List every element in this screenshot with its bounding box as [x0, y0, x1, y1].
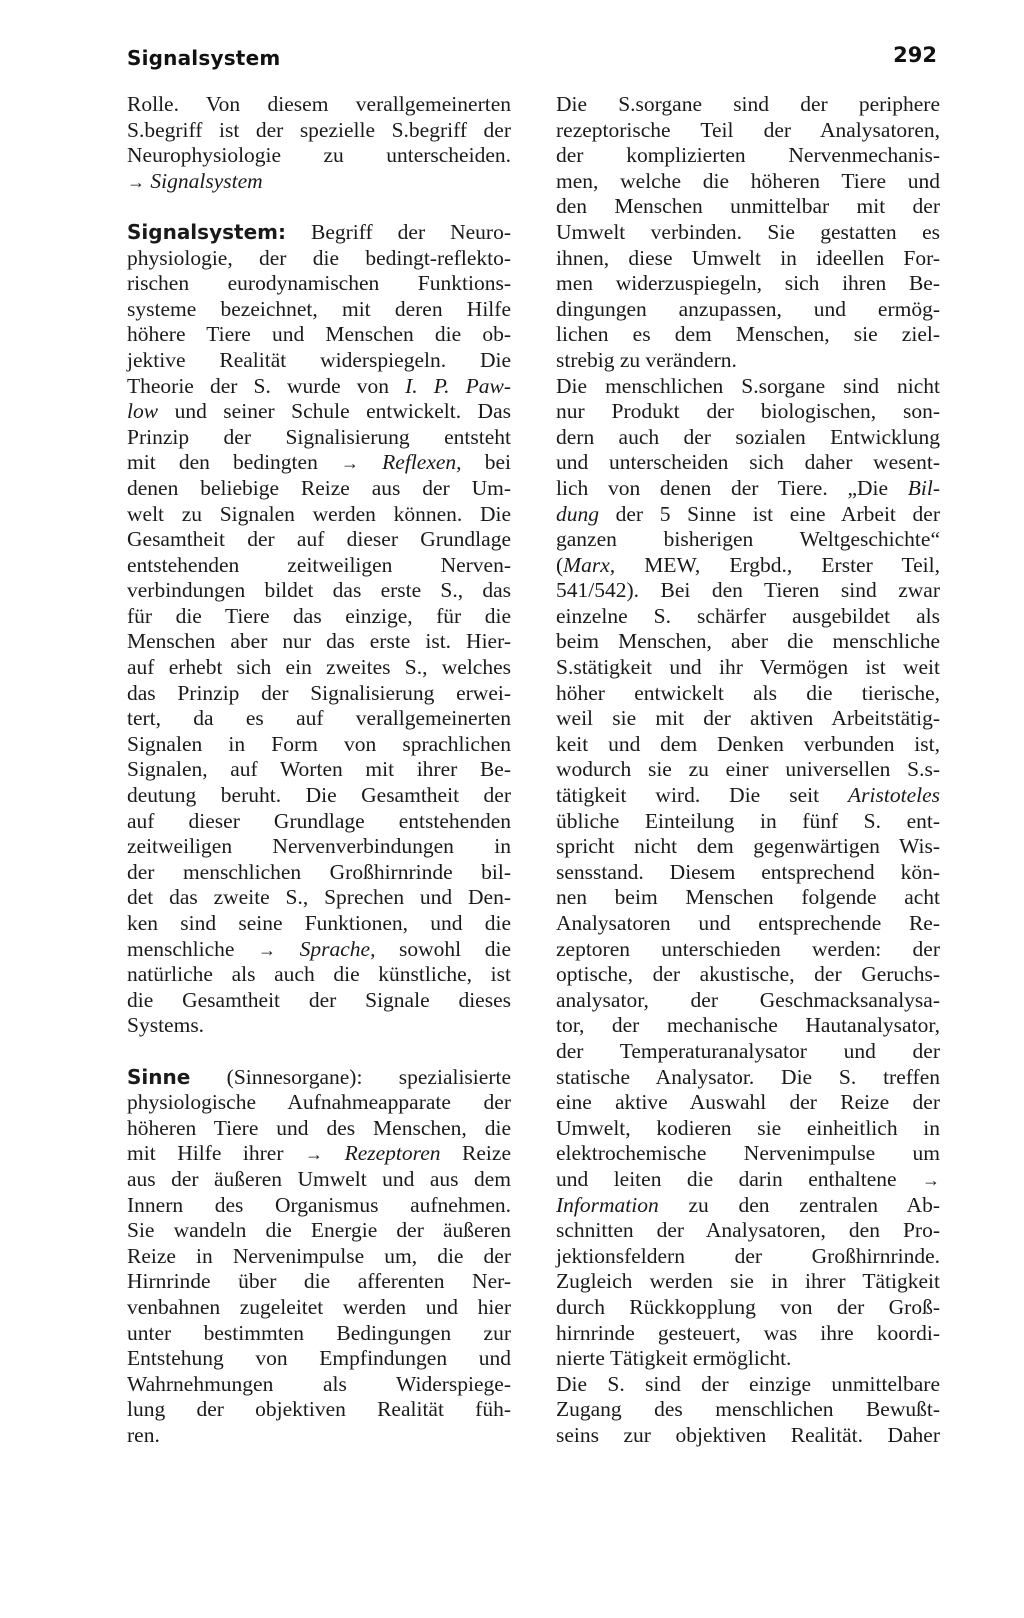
text-line: statische Analysator. Die S. treffen — [556, 1064, 940, 1089]
text-line: das Prinzip der Signalisierung erwei- — [127, 680, 511, 705]
text-line: Information zu den zentralen Ab- — [556, 1192, 940, 1217]
text-line: schnitten der Analysatoren, den Pro- — [556, 1218, 940, 1243]
text-line: ihnen, diese Umwelt in ideellen For- — [556, 245, 940, 270]
text-line: Prinzip der Signalisierung entsteht — [127, 424, 511, 449]
text-line: Umwelt verbinden. Sie gestatten es — [556, 219, 940, 244]
running-head: Signalsystem — [127, 46, 281, 70]
crossref-arrow: → — [922, 1169, 940, 1190]
text-line: lichen es dem Menschen, sie ziel- — [556, 322, 940, 347]
text-line: ren. — [127, 1422, 160, 1447]
page-number: 292 — [893, 43, 937, 67]
text-line: Theorie der S. wurde von I. P. Paw- — [127, 373, 512, 398]
text-line: rischen eurodynamischen Funktions- — [127, 271, 511, 296]
text-line: tert, da es auf verallgemeinerten — [127, 706, 511, 731]
text-line: die Gesamtheit der Signale dieses — [127, 987, 511, 1012]
text-line: Sie wandeln die Energie der äußeren — [127, 1218, 511, 1243]
text-line: rezeptorische Teil der Analysatoren, — [556, 117, 940, 142]
text-line: Die S.sorgane sind der periphere — [556, 92, 940, 116]
text-line: tätigkeit wird. Die seit Aristoteles — [556, 783, 940, 808]
text-line: zeptoren unterschieden werden: der — [556, 936, 940, 961]
crossref-target: Signalsystem — [150, 168, 263, 193]
text-line: Wahrnehmungen als Widerspiege- — [127, 1371, 511, 1396]
text-line: Signalen in Form von sprachlichen — [127, 731, 511, 756]
text-line: S.stätigkeit und ihr Vermögen ist weit — [556, 655, 940, 680]
text-line: spricht nicht dem gegenwärtigen Wis- — [556, 834, 940, 859]
text-line: höhere Tiere und Menschen die ob- — [127, 322, 511, 347]
text-line: und leiten die darin enthaltene → — [556, 1166, 940, 1191]
text-line: nur Produkt der biologischen, son- — [556, 399, 940, 424]
text-line: Rolle. Von diesem verallgemeinerten — [127, 92, 511, 116]
text-line: men widerzuspiegeln, sich ihren Be- — [556, 271, 940, 296]
text-line: dern auch der sozialen Entwicklung — [556, 424, 940, 449]
text-line: einzelne S. schärfer ausgebildet als — [556, 603, 940, 628]
text-line: Zugleich werden sie in ihrer Tätigkeit — [556, 1269, 940, 1294]
crossref-sprache: Sprache, — [299, 936, 376, 961]
crossref-line — [127, 169, 511, 195]
text-line: Signalen, auf Worten mit ihrer Be- — [127, 757, 511, 782]
text-line: eine aktive Auswahl der Reize der — [556, 1090, 940, 1115]
text-line: weil sie mit der aktiven Arbeitstätig- — [556, 706, 940, 731]
text-line: systeme bezeichnet, mit deren Hilfe — [127, 296, 511, 321]
text-line: Gesamtheit der auf dieser Grundlage — [127, 527, 511, 552]
text-line: hirnrinde gesteuert, was ihre koordi- — [556, 1320, 940, 1345]
text-line: tor, der mechanische Hautanalysator, — [556, 1013, 940, 1038]
right-column — [556, 92, 940, 1448]
text-line: elektrochemische Nervenimpulse um — [556, 1141, 940, 1166]
text-line: keit und dem Denken verbunden ist, — [556, 731, 940, 756]
text-line: low und seiner Schule entwickelt. Das — [127, 399, 511, 424]
text-line: deutung beruht. Die Gesamtheit der — [127, 783, 511, 808]
text-line: Analysatoren und entsprechende Re- — [556, 911, 940, 935]
text-line: Systems. — [127, 1013, 205, 1038]
text-line: Menschen aber nur das erste ist. Hier- — [127, 629, 511, 654]
entry-first-line: Sinne (Sinnesorgane): spezialisierte — [127, 1064, 511, 1089]
text-line: strebig zu verändern. — [556, 347, 737, 372]
text-line: ken sind seine Funktionen, und die — [127, 911, 511, 935]
text-line: dingungen anzupassen, und ermög- — [556, 296, 940, 321]
text-line: welt zu Signalen werden können. Die — [127, 501, 511, 526]
text-line: Neurophysiologie zu unterscheiden. — [127, 143, 511, 168]
text-line: übliche Einteilung in fünf S. ent- — [556, 808, 940, 833]
text-line: lung der objektiven Realität füh- — [127, 1397, 511, 1422]
crossref-arrow: → — [305, 1144, 324, 1165]
text-line: optische, der akustische, der Geruchs- — [556, 962, 940, 987]
text-line: wodurch sie zu einer universellen S.s- — [556, 757, 940, 782]
text-line: venbahnen zugeleitet werden und hier — [127, 1294, 511, 1319]
text-line: (Marx, MEW, Ergbd., Erster Teil, — [556, 552, 940, 577]
headword-sinne: Sinne — [127, 1064, 191, 1089]
text-line: det das zweite S., Sprechen und Den- — [127, 885, 511, 910]
text-line: für die Tiere das einzige, für die — [127, 603, 511, 628]
text-line: nen beim Menschen folgende acht — [556, 885, 940, 910]
entry-first-line: Signalsystem: Begriff der Neuro- — [127, 219, 511, 244]
text-line: mit Hilfe ihrer → Rezeptoren Reize — [127, 1141, 511, 1166]
text-line: mit den bedingten → Reflexen, bei — [127, 450, 511, 475]
text-line: und unterscheiden sich daher wesent- — [556, 450, 940, 475]
name-pawlow: I. P. Paw- — [405, 373, 512, 398]
name-marx: Marx, — [563, 552, 616, 577]
text-line: seins zur objektiven Realität. Daher — [556, 1422, 940, 1447]
text-line: natürliche als auch die künstliche, ist — [127, 962, 511, 987]
crossref-arrow: → — [258, 939, 277, 960]
text-line: verbindungen bildet das erste S., das — [127, 578, 511, 603]
text-line: Die menschlichen S.sorgane sind nicht — [556, 373, 940, 398]
text-line: Reize in Nervenimpulse um, die der — [127, 1243, 511, 1268]
text-line: menschliche → Sprache, sowohl die — [127, 936, 511, 961]
text-line: jektive Realität widerspiegeln. Die — [127, 347, 511, 372]
text-line: Umwelt, kodieren sie einheitlich in — [556, 1115, 940, 1140]
headword-signalsystem: Signalsystem: — [127, 219, 286, 244]
text-line: denen beliebige Reize aus der Um- — [127, 475, 511, 500]
text-line: Zugang des menschlichen Bewußt- — [556, 1397, 940, 1422]
text-line: lich von denen der Tiere. „Die Bil- — [556, 475, 940, 500]
text-line: auf erhebt sich ein zweites S., welches — [127, 655, 511, 680]
text-line: nierte Tätigkeit ermöglicht. — [556, 1346, 792, 1371]
text-line: physiologische Aufnahmeapparate der — [127, 1090, 511, 1115]
text-line: men, welche die höheren Tiere und — [556, 168, 940, 193]
text-line: auf dieser Grundlage entstehenden — [127, 808, 511, 833]
text-line: der komplizierten Nervenmechanis- — [556, 143, 940, 168]
crossref-reflexen: Reflexen, — [382, 450, 462, 475]
text-line: der menschlichen Großhirnrinde bil- — [127, 859, 511, 884]
text-line: aus der äußeren Umwelt und aus dem — [127, 1166, 511, 1191]
text-line: dung der 5 Sinne ist eine Arbeit der — [556, 501, 940, 526]
crossref-arrow: → — [127, 171, 145, 192]
crossref-information: Information — [556, 1192, 659, 1217]
text-line: höheren Tiere und des Menschen, die — [127, 1115, 511, 1140]
text-line: analysator, der Geschmacksanalysa- — [556, 987, 940, 1012]
text-line: beim Menschen, aber die menschliche — [556, 629, 940, 654]
text-line: durch Rückkopplung von der Groß- — [556, 1294, 940, 1319]
text-line: sensstand. Diesem entsprechend kön- — [556, 859, 940, 884]
text-line: der Temperaturanalysator und der — [556, 1038, 940, 1063]
text-line: Hirnrinde über die afferenten Ner- — [127, 1269, 511, 1294]
text-line: 541/542). Bei den Tieren sind zwar — [556, 578, 940, 603]
text-line: Entstehung von Empfindungen und — [127, 1346, 511, 1371]
crossref-arrow: → — [341, 453, 359, 474]
text-line: unter bestimmten Bedingungen zur — [127, 1320, 511, 1345]
text-line: physiologie, der die bedingt-reflekto- — [127, 245, 511, 270]
left-column — [127, 92, 511, 1448]
text-line: höher entwickelt als die tierische, — [556, 680, 940, 705]
text-line: jektionsfeldern der Großhirnrinde. — [556, 1243, 940, 1268]
text-line: Innern des Organismus aufnehmen. — [127, 1192, 511, 1217]
text-line: Die S. sind der einzige unmittelbare — [556, 1371, 940, 1396]
text-line: S.begriff ist der spezielle S.begriff der — [127, 117, 511, 142]
name-aristoteles: Aristoteles — [848, 783, 940, 808]
crossref-rezeptoren: Rezeptoren — [344, 1141, 441, 1166]
text-line: zeitweiligen Nervenverbindungen in — [127, 834, 511, 859]
text-line: ganzen bisherigen Weltgeschichte“ — [556, 527, 940, 552]
text-line: den Menschen unmittelbar mit der — [556, 194, 940, 219]
text-line: entstehenden zeitweiligen Nerven- — [127, 552, 511, 577]
